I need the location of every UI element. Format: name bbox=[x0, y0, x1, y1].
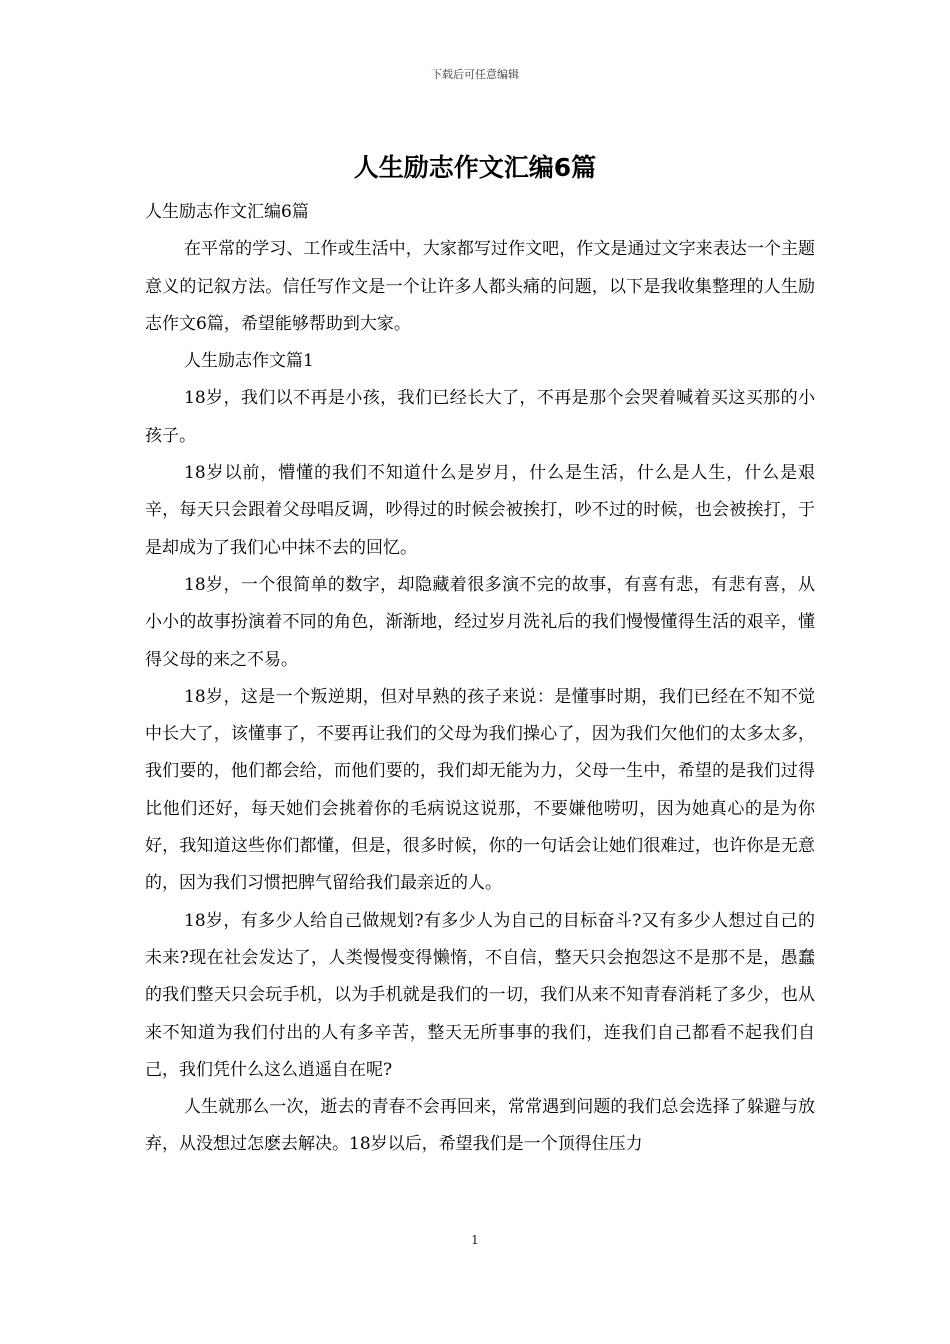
header-note: 下载后可任意编辑 bbox=[431, 68, 519, 81]
document-body bbox=[145, 194, 815, 1164]
body-paragraph: 人生励志作文汇编6篇 bbox=[145, 202, 309, 222]
body-paragraph: 18岁，有多少人给自己做规划?有多少人为自己的目标奋斗?又有多少人想过自己的未来?现在社会发达了，人类慢慢变得懒惰，不自信，整天只会抱怨这不是那不是，愚蠢的我们整天只会玩手机，以为手机就是我们的一切，我们从来不知青春消耗了多少，也从来不知道为我们付出的人有多辛苦，整天无所事事的我们，连我们自己都看不起我们自己，我们凭什么这么逍遥自在呢? bbox=[145, 910, 815, 1080]
document-title: 人生励志作文汇编6篇 bbox=[353, 153, 597, 182]
section-heading: 人生励志作文篇1 bbox=[184, 351, 314, 372]
body-paragraph: 18岁，一个很简单的数字，却隐藏着很多演不完的故事，有喜有悲，有悲有喜，从小小的故事扮演着不同的角色，渐渐地，经过岁月洗礼后的我们慢慢懂得生活的艰辛，懂得父母的来之不易。 bbox=[145, 574, 815, 670]
body-paragraph: 在平常的学习、工作或生活中，大家都写过作文吧，作文是通过文字来表达一个主题意义的记叙方法。信任写作文是一个让许多人都头痛的问题，以下是我收集整理的人生励志作文6篇，希望能够帮助到大家。 bbox=[145, 239, 815, 334]
page-number: 1 bbox=[471, 1233, 479, 1247]
body-paragraph: 人生就那么一次，逝去的青春不会再回来，常常遇到问题的我们总会选择了躲避与放弃，从没想过怎麽去解决。18岁以后，希望我们是一个顶得住压力 bbox=[145, 1097, 815, 1155]
body-paragraph: 18岁以前，懵懂的我们不知道什么是岁月，什么是生活，什么是人生，什么是艰辛，每天只会跟着父母唱反调，吵得过的时候会被挨打，吵不过的时候，也会被挨打，于是却成为了我们心中抹不去的回忆。 bbox=[145, 463, 815, 558]
body-paragraph: 18岁，我们以不再是小孩，我们已经长大了，不再是那个会哭着喊着买这买那的小孩子。 bbox=[145, 388, 815, 446]
body-paragraph: 18岁，这是一个叛逆期，但对早熟的孩子来说：是懂事时期，我们已经在不知不觉中长大了，该懂事了，不要再让我们的父母为我们操心了，因为我们欠他们的太多太多，我们要的，他们都会给，而他们要的，我们却无能为力，父母一生中，希望的是我们过得比他们还好，每天她们会挑着你的毛病说这说那，不要嫌他唠叨，因为她真心的是为你好，我知道这些你们都懂，但是，很多时候，你的一句话会让她们很难过，也许你是无意的，因为我们习惯把脾气留给我们最亲近的人。 bbox=[145, 686, 815, 894]
